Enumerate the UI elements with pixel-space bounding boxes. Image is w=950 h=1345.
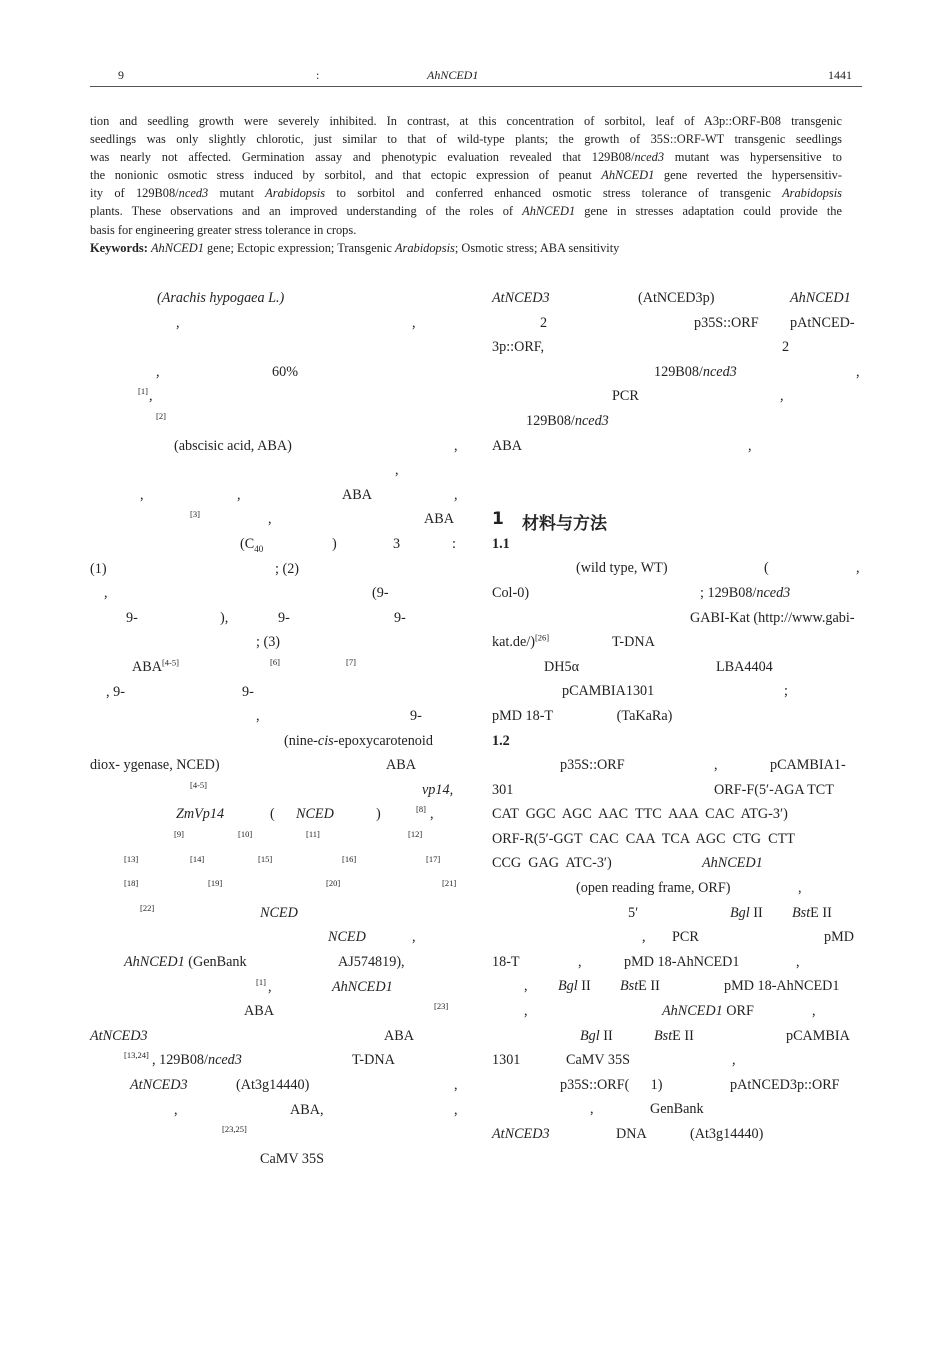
url-text: GABI-Kat (http://www.gabi- (690, 609, 855, 626)
text-line (492, 657, 862, 682)
text-line (492, 288, 862, 313)
text-line (90, 903, 460, 928)
gene-name: AhNCED1 (702, 855, 763, 872)
abstract-line: tion and seedling growth were severely inhibited. In contrast, at this concentration of sorbitol, leaf of A3p::ORF-B08 transgenic (90, 114, 842, 128)
locus-id: (At3g14440) (236, 1077, 310, 1093)
text-line (492, 313, 862, 338)
term: , 9- (106, 683, 125, 700)
citation: [4-5] (161, 657, 179, 668)
url-part: kat.de/) (492, 634, 535, 651)
punct: , (256, 708, 260, 725)
punct: , (454, 437, 458, 454)
citation: [1] (138, 386, 148, 397)
abstract-line: the nonionic osmotic stress induced by sorbitol, and that ectopic expression of peanut AhNCED1 gene reverted the hypersensitiv- (90, 168, 843, 183)
text-line (90, 313, 460, 338)
punct: , (395, 462, 399, 479)
term: (abscisic acid, ABA) (174, 437, 292, 454)
text-line (90, 386, 460, 411)
term: ABA (384, 1027, 414, 1044)
mutant-name: 129B08/nced3 (526, 412, 609, 429)
text-line (492, 386, 862, 411)
citation: [2] (156, 410, 166, 421)
text-line (492, 1099, 862, 1124)
subsection-number: 1.1 (492, 535, 510, 552)
text-line (90, 288, 460, 313)
punct: , (237, 486, 241, 503)
text-line (90, 1001, 460, 1026)
text-line (492, 731, 862, 756)
text-line (492, 362, 862, 387)
strain-name: DH5α (544, 658, 580, 675)
mutant-name: , 129B08/nced3 (152, 1052, 242, 1069)
citation: [6] (270, 656, 280, 667)
primer-sequence: CAT GGC AGC AAC TTC AAA CAC ATG-3′) (492, 806, 788, 823)
term: 9- (394, 609, 406, 626)
text-line (90, 854, 460, 879)
text-line (492, 755, 862, 780)
construct-name: 3p::ORF, (492, 339, 545, 356)
punct: , (140, 486, 144, 503)
text-line (90, 411, 460, 436)
accession-number: AJ574819), (338, 954, 405, 971)
text-line (492, 558, 862, 583)
citation: [7] (346, 656, 356, 667)
text-line (492, 1124, 862, 1149)
term: 5′ (628, 904, 639, 921)
text-line (90, 755, 460, 780)
text-line (492, 337, 862, 362)
punct: , (748, 437, 752, 454)
text-line (90, 657, 460, 682)
text-line (492, 583, 862, 608)
construct-name: pAtNCED- (790, 314, 855, 331)
section-number: 1 (492, 508, 504, 529)
text-line (90, 337, 460, 362)
percent-value: 60% (272, 363, 299, 380)
text-line (90, 1026, 460, 1051)
mutant-name: ; 129B08/nced3 (700, 584, 791, 601)
text-line (90, 362, 460, 387)
term (240, 536, 263, 553)
construct-name: p35S::ORF( 1) (560, 1076, 663, 1093)
gene-orf: AhNCED1 ORF (662, 1003, 754, 1020)
term-part: (C (240, 535, 255, 552)
citation: [23,25] (222, 1124, 247, 1135)
text-line (492, 706, 862, 731)
running-header (90, 66, 862, 87)
punct: : (452, 535, 456, 552)
citation: [15] (258, 853, 273, 864)
text-line (90, 977, 460, 1002)
text-line (90, 485, 460, 510)
text-line (90, 1149, 460, 1174)
section-heading (492, 485, 862, 534)
text-line (492, 878, 862, 903)
punct: , (578, 953, 582, 970)
citation: [19] (208, 878, 223, 889)
strain-name: LBA4404 (716, 658, 773, 675)
construct-name: p35S::ORF (560, 757, 625, 774)
body-right-column (492, 288, 862, 1149)
gene-name: AtNCED3 (492, 1126, 550, 1142)
plasmid-name: pMD 18-AhNCED1 (724, 978, 840, 995)
gene-name: NCED (296, 806, 334, 823)
text-line (492, 1050, 862, 1075)
citation: [1] (256, 976, 266, 987)
term: ABA (386, 757, 416, 774)
punct: , (268, 511, 272, 528)
citation: [17] (426, 853, 441, 864)
text-line (90, 829, 460, 854)
plasmid-name: pMD 18-AhNCED1 (624, 953, 740, 970)
page-number-left: 9 (118, 68, 124, 82)
punct: , (156, 363, 160, 380)
citation: [10] (238, 829, 253, 840)
vector-name: 18-T (492, 953, 520, 970)
vector-name: pMD (824, 929, 854, 946)
enzyme-site: Bgl II (580, 1027, 613, 1044)
primer-sequence: ORF-R(5′-GGT CAC CAA TCA AGC CTG CTT (492, 830, 795, 847)
list-marker: ; (3) (256, 634, 281, 651)
subsection-number: 1.2 (492, 732, 510, 749)
gene-name: AtNCED3 (492, 290, 550, 306)
citation: [18] (124, 878, 139, 889)
term: DNA (616, 1126, 647, 1142)
number: 3 (393, 535, 401, 552)
text-line (90, 509, 460, 534)
text-line (90, 1075, 460, 1100)
punct: , (524, 1003, 528, 1020)
primer-sequence: ORF-F(5′-AGA TCT (714, 781, 834, 798)
gene-name: vp14, (422, 781, 454, 798)
enzyme-site: BstE II (620, 978, 660, 995)
text-line (90, 1124, 460, 1149)
text-line (90, 559, 460, 584)
term: ABA (424, 511, 454, 528)
text-line (90, 436, 460, 461)
text-line (90, 1050, 460, 1075)
text-line (90, 608, 460, 633)
enzyme-site: Bgl II (730, 904, 763, 921)
punct: , (104, 585, 108, 602)
abstract-text (90, 112, 842, 239)
number: 2 (782, 339, 790, 356)
text-line (492, 927, 862, 952)
term: PCR (672, 929, 699, 946)
punct: , (856, 363, 860, 380)
text-line (492, 534, 862, 559)
punct: , (454, 486, 458, 503)
ecotype: Col-0) (492, 584, 530, 601)
gene-name: ZmVp14 (176, 806, 225, 823)
gene-name: NCED (328, 929, 366, 946)
text-line (90, 731, 460, 756)
text-line (492, 976, 862, 1001)
term: (9- (372, 585, 389, 602)
text-line (90, 632, 460, 657)
punct: , (430, 806, 434, 823)
text-line (90, 878, 460, 903)
text-line (492, 608, 862, 633)
punct: , (412, 929, 416, 946)
citation: [22] (140, 902, 155, 913)
abstract-block (90, 112, 842, 257)
list-marker: ; (2) (275, 560, 300, 577)
term: ABA (492, 437, 522, 454)
abstract-line: plants. These observations and an improved understanding of the roles of AhNCED1 gene in stresses adaptation could provide the (90, 204, 842, 219)
punct: , (798, 880, 802, 897)
enzyme-name: (nine-cis-epoxycarotenoid (284, 732, 433, 749)
citation: [16] (342, 853, 357, 864)
vector-name: pCAMBIA (786, 1027, 850, 1044)
citation: [12] (408, 829, 423, 840)
punct: , (642, 929, 646, 946)
gene-accession: AhNCED1 (GenBank (124, 954, 247, 971)
header-colon: : (316, 68, 320, 82)
citation: [8] (416, 804, 426, 815)
text-line (90, 804, 460, 829)
punct: ) (332, 535, 337, 552)
promoter-name: CaMV 35S (566, 1052, 630, 1069)
text-line (90, 780, 460, 805)
punct: , (812, 1003, 816, 1020)
text-line (492, 829, 862, 854)
page-number-right: 1441 (828, 68, 852, 82)
punct: ), (220, 609, 229, 626)
punct: , (856, 560, 860, 577)
punct: , (780, 388, 784, 405)
term: (wild type, WT) (576, 560, 668, 577)
vector-name: pCAMBIA1- (770, 757, 846, 774)
punct: , (796, 953, 800, 970)
citation: [4-5] (190, 779, 207, 790)
abstract-line: ity of 129B08/nced3 mutant Arabidopsis to sorbitol and conferred enhanced osmotic stress tolerance of transgenic Arabidopsis (90, 186, 842, 201)
text-line (90, 460, 460, 485)
punct: , (454, 1101, 458, 1118)
citation: [13] (124, 853, 139, 864)
citation: [14] (190, 853, 205, 864)
term: ABA (342, 486, 372, 503)
text-line (492, 411, 862, 436)
gene-name: NCED (260, 904, 298, 921)
vector-name: pCAMBIA1301 (562, 683, 655, 700)
gene-name: AhNCED1 (332, 978, 393, 995)
punct: , (524, 978, 528, 995)
abstract-line: basis for engineering greater stress tolerance in crops. (90, 222, 357, 237)
punct: , (454, 1077, 458, 1093)
term: (open reading frame, ORF) (576, 880, 731, 897)
gene-name: AtNCED3 (90, 1027, 148, 1044)
number: 2 (540, 314, 548, 331)
text-line (492, 903, 862, 928)
text-line (90, 927, 460, 952)
species-name: (Arachis hypogaea L.) (157, 290, 285, 306)
body-left-column (90, 288, 460, 1173)
term: PCR (612, 388, 639, 405)
mutant-name: 129B08/nced3 (654, 363, 737, 380)
punct: , (174, 1101, 178, 1118)
punct: ( (764, 560, 769, 577)
text-line (90, 706, 460, 731)
text-line (90, 682, 460, 707)
citation: [21] (442, 878, 457, 889)
citation: [23] (434, 1001, 449, 1012)
text-line (492, 681, 862, 706)
text-line (492, 952, 862, 977)
punct: , (268, 978, 272, 995)
text-line (492, 1001, 862, 1026)
citation: [3] (190, 509, 200, 520)
header-gene-title: AhNCED1 (427, 68, 479, 82)
citation: [20] (326, 878, 341, 889)
text-line (492, 1075, 862, 1100)
term (132, 659, 179, 676)
promoter-name: CaMV 35S (260, 1150, 324, 1167)
abstract-line: seedlings was only slightly chlorotic, just similar to that of wild-type plants; the growth of 35S::ORF-WT transgenic seedlings (90, 132, 842, 147)
primer-sequence: CCG GAG ATC-3′) (492, 855, 612, 872)
text-line (492, 436, 862, 461)
gene-name: AhNCED1 (790, 290, 851, 306)
gene-name: AtNCED3 (130, 1077, 188, 1093)
text-line (492, 1026, 862, 1051)
punct: ( (270, 806, 275, 823)
punct: , (176, 314, 180, 331)
construct-name: pAtNCED3p::ORF (730, 1076, 840, 1093)
term-part: ABA (132, 658, 162, 675)
text-line (90, 952, 460, 977)
punct: ; (784, 683, 788, 700)
punct: , (412, 314, 416, 331)
keywords-text: AhNCED1 gene; Ectopic expression; Transgenic Arabidopsis; Osmotic stress; ABA sensitivity (150, 240, 620, 255)
citation: [9] (174, 829, 184, 840)
term: 9- (126, 609, 138, 626)
punct: , (714, 757, 718, 774)
keywords-line (90, 239, 842, 257)
keywords-label: Keywords: (90, 240, 148, 255)
subscript: 40 (254, 543, 264, 554)
term: 9- (278, 609, 290, 626)
term: T-DNA (352, 1052, 395, 1069)
punct: , (732, 1052, 736, 1069)
vector-name: 301 (492, 781, 514, 798)
punct: , (590, 1101, 594, 1118)
term: 9- (242, 683, 254, 700)
text-line (492, 460, 862, 485)
text-line (90, 1100, 460, 1125)
term: diox- ygenase, NCED) (90, 757, 220, 774)
punct: , (149, 388, 153, 405)
citation: [13,24] (124, 1050, 149, 1061)
enzyme-site: BstE II (792, 904, 832, 921)
promoter-name: (AtNCED3p) (638, 290, 715, 306)
text-line (492, 632, 862, 657)
term: ABA, (290, 1101, 324, 1118)
text-line (90, 534, 460, 559)
enzyme-site: Bgl II (558, 978, 591, 995)
section-title: 材料与方法 (522, 513, 607, 534)
term: 9- (410, 708, 422, 725)
list-marker: (1) (90, 560, 107, 577)
citation: [26] (534, 632, 550, 643)
text-line (492, 780, 862, 805)
citation: [11] (306, 829, 320, 840)
term: ABA (244, 1003, 274, 1020)
punct: ) (376, 806, 381, 823)
database-name: GenBank (650, 1101, 704, 1118)
term: T-DNA (612, 634, 655, 651)
locus-id: (At3g14440) (690, 1126, 764, 1142)
text-line (90, 583, 460, 608)
enzyme-site: BstE II (654, 1027, 694, 1044)
construct-name: p35S::ORF (694, 314, 759, 331)
vector-name: 1301 (492, 1052, 521, 1069)
text-line (492, 804, 862, 829)
vector-name: pMD 18-T (TaKaRa) (492, 707, 673, 724)
text-line (492, 853, 862, 878)
url-text (492, 634, 549, 651)
abstract-line: was nearly not affected. Germination assay and phenotypic evaluation revealed that 129B08/nced3 mutant was hypersensitive to (90, 150, 842, 165)
